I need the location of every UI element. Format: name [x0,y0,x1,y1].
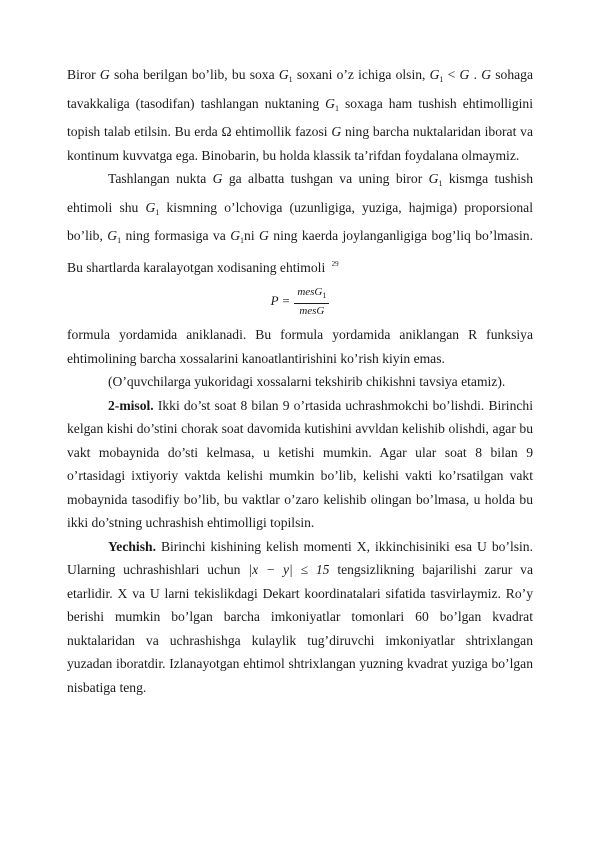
text-run: ni [244,228,260,243]
math-var: G [429,67,440,82]
text-run: soxani o’z ichiga olsin, [292,67,430,82]
math-var: G [99,67,110,82]
math-var: G [325,95,335,111]
probability-formula [67,279,533,323]
body-text [67,63,533,699]
text-run: kismga tushish ehtimoli shu [67,171,533,215]
paragraph-2 [67,167,533,279]
text-run: Tashlangan nukta [108,171,213,186]
solution-title: Yechish. [108,538,156,554]
text-run: ning formasiga va [121,228,231,243]
paragraph-example-2 [67,394,533,535]
math-var: G [459,67,470,82]
formula-denominator: mesG [299,304,325,317]
text-run: tengsizlikning bajarilishi zarur va etarlidir. X va U larni tekislikdagi Dekart koordinatalari sifatida tasvirlaymiz. Ro’y berishi mumkin bo’lgan barcha imkoniyatlar tomonlari 60 bo’lgan kvadrat nuktalaridan va uchrashishga kulaylik tug’diruvchi imkoniyatlar shtrixlangan yuzadan iboratdir. Izlanayotgan ehtimol shtrixlangan yuzning kvadrat yuziga bo’lgan nisbatiga teng. [67,562,533,695]
math-subscript: 1 [438,179,443,188]
math-var: G [230,228,241,243]
numerator-subscript: 1 [322,290,327,300]
math-var: G [212,171,223,186]
math-subscript: 1 [117,236,122,245]
math-subscript: 1 [288,75,293,84]
paragraph-4: (O’quvchilarga yukoridagi xossalarni tekshirib chikishni tavsiya etamiz). [108,374,506,389]
text-run: kismning o’lchoviga (uzunligiga, yuziga, hajmiga) proporsional bo’lib, [67,199,533,243]
math-var: G [145,199,156,215]
paragraph-solution [67,535,533,700]
numerator-text: mesG [297,285,323,298]
inequality: |x − y| ≤ 15 [248,562,330,577]
text-run: ga albatta tushgan va uning biror [222,171,429,186]
math-var: G [331,124,342,139]
formula-lhs: P = [270,293,291,309]
text-run: soxaga ham tushish ehtimolligini topish talab etilsin. Bu erda [67,95,533,139]
math-subscript: 1 [155,207,160,217]
text-run: sohaga tavakkaliga (tasodifan) tashlangan nuktaning [67,67,533,111]
formula-numerator [294,285,329,304]
text-run: . [469,67,482,82]
text-run: ning kaerda joylanganligiga bog’liq bo’lmasin. Bu shartlarda karalayotgan xodisaning ehtimoli [67,228,533,275]
math-subscript: 1 [334,103,339,113]
example-title: 2-misol. [108,397,154,413]
paragraph-1 [67,63,533,167]
math-var: G [259,228,269,243]
text-run: Biror [67,67,100,82]
math-var: G [428,171,439,186]
text-run: soha berilgan bo’lib, bu soxa [109,67,279,82]
math-subscript: 1 [240,236,245,245]
text-run: Ikki do’st soat 8 bilan 9 o’rtasida uchrashmokchi bo’lishdi. Birinchi kelgan kishi do’stini chorak soat davomida kutishini avvldan kelishib olishdi, agar bu vakt mobaynida do’sti kelmasa, u ketishi mumkin. Agar ular soat 8 bilan 9 o’rtasidagi ixtiyoriy vaktda kelishi mumkin bo’lib, kelishi vakti ko’rsatilgan vakt mobaynida tasodifiy bo’lib, bu vaktlar o’zaro kelishib olingan bo’lmasa, u holda bu ikki do’stning uchrashish ehtimolligi topilsin. [67,397,533,530]
text-run: ehtimollik fazosi [231,124,332,139]
paragraph-3: formula yordamida aniklanadi. Bu formula yordamida aniklangan R funksiya ehtimolining barcha xossalarini kanoatlantirishini ko’rish kiyin emas. [67,327,533,366]
omega-symbol: Ω [221,124,232,139]
math-operator: < [443,67,460,82]
math-var: G [278,67,289,82]
footnote-marker: 29 [331,259,339,268]
formula-fraction [294,285,329,318]
text-run: ning barcha nuktalaridan iborat va kontinum kuvvatga ega. Binobarin, bu holda klassik ta’rifdan foydalana olmaymiz. [67,124,533,163]
text-run: Birinchi kishining kelish momenti X, ikkinchisiniki esa U bo’lsin. Ularning uchrashishlari uchun [67,538,533,577]
math-var: G [481,67,492,82]
math-subscript: 1 [439,75,444,84]
math-var: G [107,228,118,243]
